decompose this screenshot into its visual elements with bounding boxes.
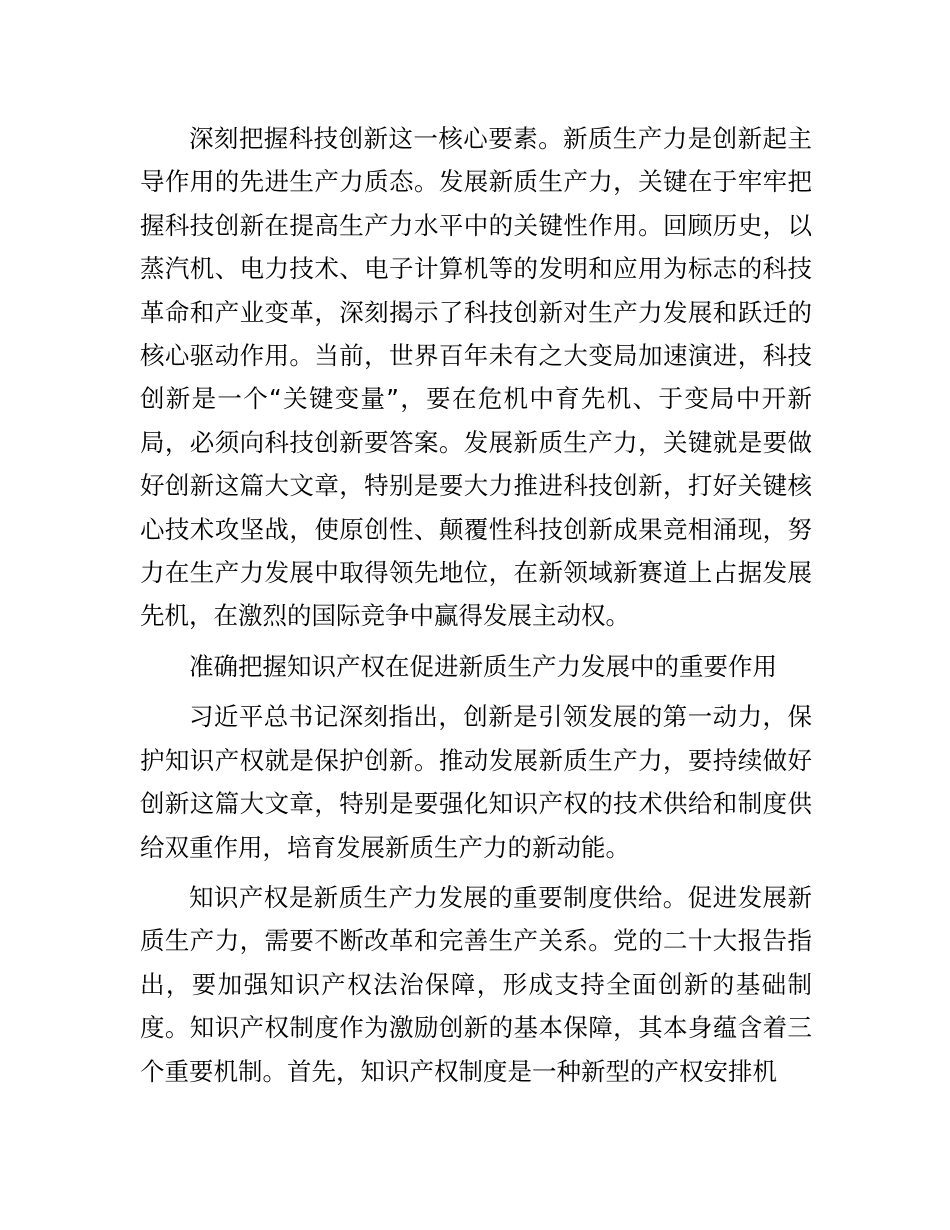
- paragraph-quote: 习近平总书记深刻指出，创新是引领发展的第一动力，保护知识产权就是保护创新。推动发展新质生产力，要持续做好创新这篇大文章，特别是要强化知识产权的技术供给和制度供给双重作用，培育发展新质生产力的新动能。: [140, 702, 812, 862]
- paragraph-tech-innovation: 深刻把握科技创新这一核心要素。新质生产力是创新起主导作用的先进生产力质态。发展新质生产力，关键在于牢牢把握科技创新在提高生产力水平中的关键性作用。回顾历史，以蒸汽机、电力技术、电子计算机等的发明和应用为标志的科技革命和产业变革，深刻揭示了科技创新对生产力发展和跃迁的核心驱动作用。当前，世界百年未有之大变局加速演进，科技创新是一个“关键变量”，要在危机中育先机、于变局中开新局，必须向科技创新要答案。发展新质生产力，关键就是要做好创新这篇大文章，特别是要大力推进科技创新，打好关键核心技术攻坚战，使原创性、颠覆性科技创新成果竞相涌现，努力在生产力发展中取得领先地位，在新领域新赛道上占据发展先机，在激烈的国际竞争中赢得发展主动权。: [140, 124, 812, 631]
- section-heading: 准确把握知识产权在促进新质生产力发展中的重要作用: [189, 651, 777, 681]
- paragraph-ip-system: 知识产权是新质生产力发展的重要制度供给。促进发展新质生产力，需要不断改革和完善生产关系。党的二十大报告指出，要加强知识产权法治保障，形成支持全面创新的基础制度。知识产权制度作为激励创新的基本保障，其本身蕴含着三个重要机制。首先，知识产权制度是一种新型的产权安排机: [140, 882, 812, 1086]
- body-text: [140, 117, 812, 1093]
